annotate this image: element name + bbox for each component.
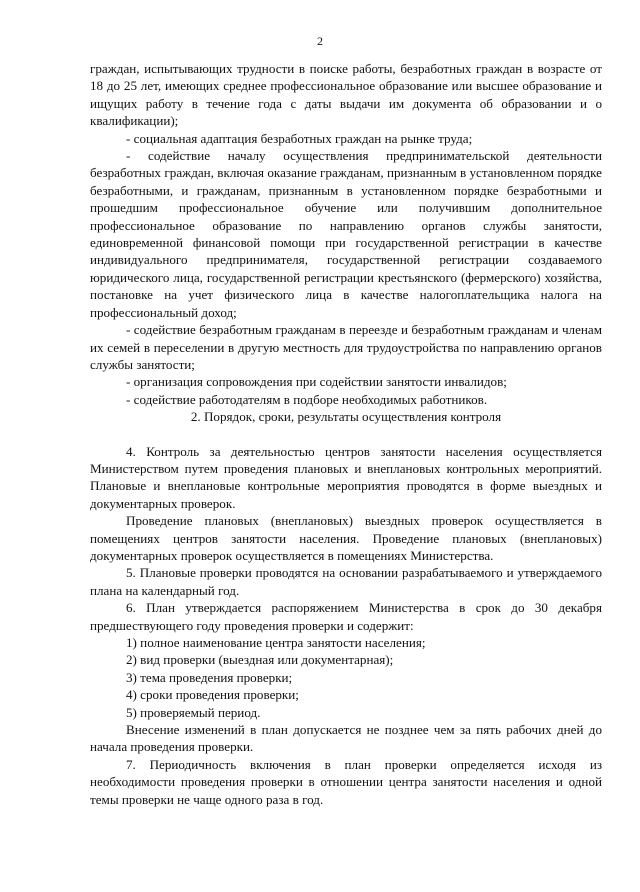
list-item: 5) проверяемый период. [126,704,261,720]
paragraph: 6. План утверждается распоряжением Министерства в срок до 30 декабря предшествующего году проведения проверки и содержит: [90,600,602,633]
paragraph: Проведение плановых (внеплановых) выездных проверок осуществляется в помещениях центров занятости населения. Проведение плановых (внеплановых) документарных проверок осуществляется в помещениях Министерства. [90,513,602,563]
list-item: - содействие безработным гражданам в переезде и безработным гражданам и членам их семей в переселении в другую местность для трудоустройства по направлению органов службы занятости; [90,322,602,372]
list-item: - организация сопровождения при содействии занятости инвалидов; [126,374,507,390]
section-heading: 2. Порядок, сроки, результаты осуществления контроля [190,409,502,425]
paragraph: 5. Плановые проверки проводятся на основании разрабатываемого и утверждаемого плана на календарный год. [90,565,602,598]
list-item: 1) полное наименование центра занятости населения; [126,635,426,650]
paragraph: Внесение изменений в план допускается не позднее чем за пять рабочих дней до начала проведения проверки. [90,722,602,755]
list-item: - содействие работодателям в подборе необходимых работников. [126,391,488,407]
section-spacer [90,426,602,443]
page-number: 2 [317,34,323,48]
paragraph: 7. Периодичность включения в план проверки определяется исходя из необходимости проведения проверки в отношении центра занятости населения и одной темы проверки не чаще одного раза в год. [90,756,602,807]
plan-items-list [90,634,602,721]
list-item: 4) сроки проведения проверки; [126,687,299,703]
document-body [90,60,602,808]
list-item: - социальная адаптация безработных граждан на рынке труда; [126,130,473,146]
services-list [90,130,602,409]
intro-paragraph: граждан, испытывающих трудности в поиске работы, безработных граждан в возрасте от 18 до 25 лет, имеющих среднее профессиональное образование или высшее образование и ищущих работу в течение года с даты выдачи им документа об образовании и о квалификации); [90,61,602,129]
list-item: 2) вид проверки (выездная или документарная); [126,652,394,668]
list-item: 3) тема проведения проверки; [126,669,293,685]
paragraph: 4. Контроль за деятельностью центров занятости населения осуществляется Министерством путем проведения плановых и внеплановых контрольных мероприятий. Плановые и внеплановые контрольные мероприятия проводятся в форме выездных и документарных проверок. [90,443,602,511]
list-item: - содействие началу осуществления предпринимательской деятельности безработных граждан, включая оказание гражданам, признанным в установленном порядке безработными, и гражданам, признанным в установленном порядке безработными и прошедшим профессиональное обучение или получившим дополнительное профессиональное образование по направлению органов службы занятости, единовременной финансовой помощи при государственной регистрации в качестве индивидуального предпринимателя, государственной регистрации создаваемого юридического лица, государственной регистрации крестьянского (фермерского) хозяйства, постановке на учет физического лица в качестве налогоплательщика налога на профессиональный доход; [90,148,602,320]
